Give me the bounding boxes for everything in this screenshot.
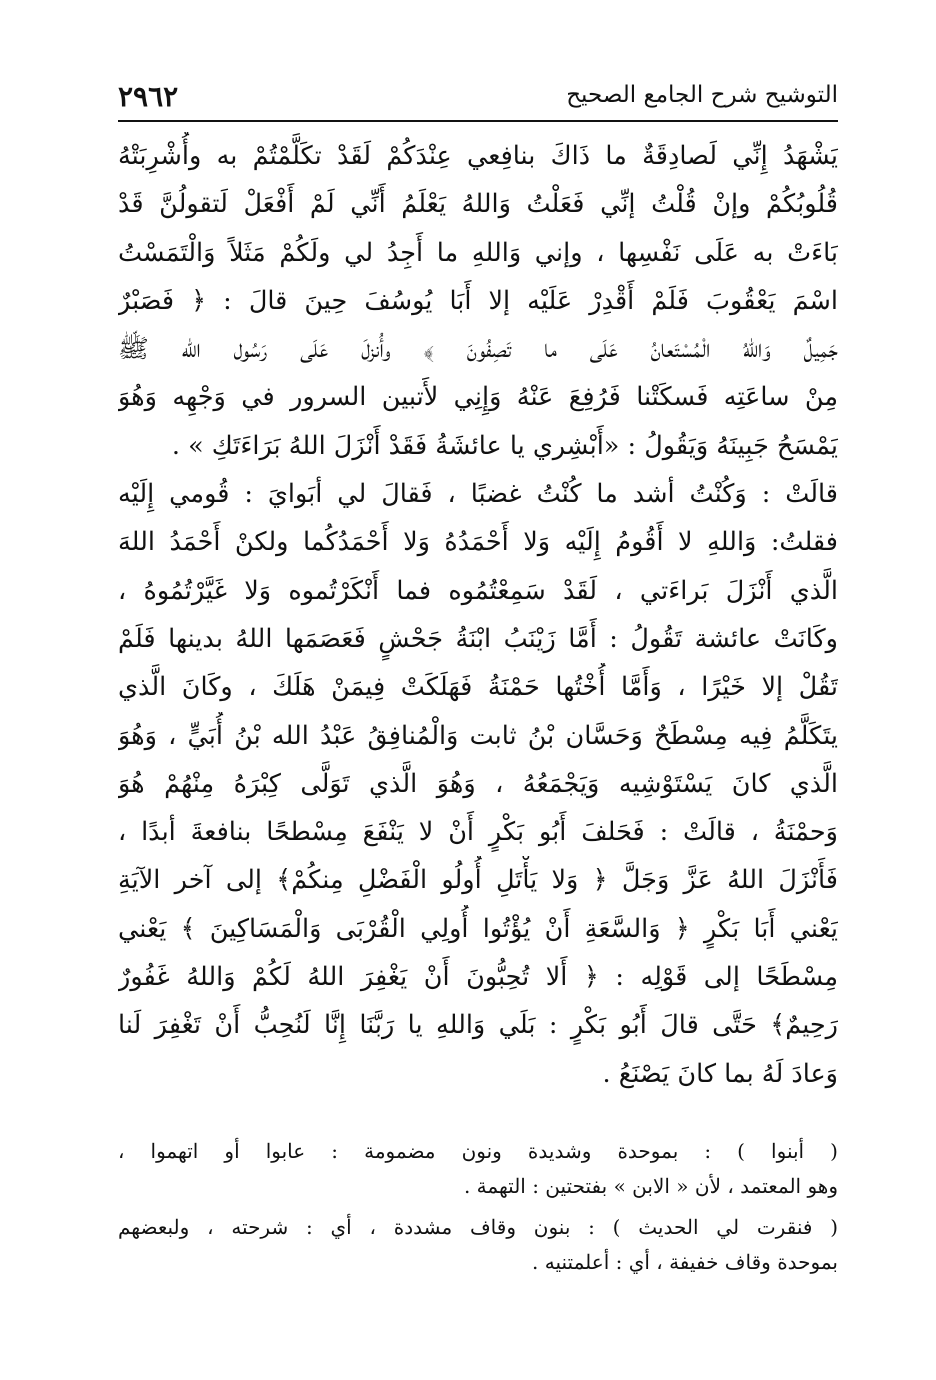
text-line: وَحمْنَةُ ، قالَتْ : فَحَلفَ أَبُو بَكْرٍ أَنْ لا يَنْفَعَ مِسْطحًا بنافعةَ أبدًا ، <box>118 817 838 848</box>
page-number: ٢٩٦٢ <box>118 80 179 113</box>
text-line: مِنْ ساعَتِه فَسكَتْنا فَرُفِعَ عَنْهُ وَإِنِي لأَتبين السرور في وَجْهِه وَهُوَ <box>118 382 838 413</box>
text-line: مِسْطَحًا إلى قَوْلِه : ﴿ أَلا تُحِبُّونَ أَنْ يَغْفِرَ اللهُ لَكُمْ وَاللهُ غَفُورٌ <box>118 962 838 993</box>
text-line: تَقُلْ إلا خَيْرًا ، وَأَمَّا أُخْتُها حَمْنَةُ فَهَلَكَتْ فِيمَنْ هَلَكَ ، وكَانَ الَّذي <box>118 672 838 703</box>
text-line: الَّذي أَنْزَلَ بَراءَتي ، لَقَدْ سَمِعْتُمُوه فما أَنْكَرْتُموه وَلا غَيَّرْتُمُوهُ ، <box>118 575 838 606</box>
text-line: وكَانَتْ عائشة تَقُولُ : أَمَّا زَيْنَبُ ابْنَةُ جَحْشٍ فَعَصَمَها اللهُ بدينها فَلَمْ <box>118 623 838 654</box>
text-line: بَاءَتْ به عَلَى نَفْسِها ، وإني وَاللهِ ما أَجِدُ لي ولَكُمْ مَثَلاً وَالْتَمَسْتُ <box>118 237 838 268</box>
footnote-line: ( أبنوا ) : بموحدة وشديدة ونون مضمومة : عابوا أو اتهموا ، <box>118 1139 838 1163</box>
text-line: فَأَنْزَلَ اللهُ عَزَّ وَجَلَّ ﴿ وَلا يَأْتَلِ أُولُو الْفَضْلِ مِنكُمْ﴾ إلى آخر الآيَةِ <box>118 865 838 896</box>
text-line: وَعادَ لَهُ بما كانَ يَصْنَعُ . <box>602 1058 838 1089</box>
text-line: قُلُوبُكُمْ وإنْ قُلْتُ إنِّي فَعَلْتُ وَاللهُ يَعْلَمُ أَنِّي لَمْ أَفْعَلْ لَتقولُنَّ قَدْ <box>118 189 838 220</box>
text-line: قالَتْ : وَكُنْتُ أشد ما كُنْتُ غضبًا ، فَقالَ لي أبَوايَ : قُومي إِلَيْه <box>118 479 838 510</box>
text-line: يَعْني أَبَا بَكْرٍ ﴿ وَالسَّعَةِ أَنْ يُؤْتُوا أُولِي الْقُرْبَى وَالْمَسَاكِينَ ﴾ يَعْني <box>118 913 838 944</box>
text-line: يَشْهَدُ إِنِّي لَصادِقَةٌ ما ذَاكَ بنافِعي عِنْدَكُمْ لَقَدْ تكَلَّمْتُمْ به وأُشْرِبَتْهُ <box>118 141 838 171</box>
text-line: يتَكَلَّمُ فِيه مِسْطَحٌ وَحَسَّان بْنُ ثابت وَالْمُنافِقُ عَبْدُ الله بْنُ أُبَيٍّ ، وَهُوَ <box>118 720 838 751</box>
text-line: يَمْسَحُ جَبِينَهُ وَيَقُولُ : «أَبْشِري يا عائشَةُ فَقَدْ أَنْزَلَ اللهُ بَرَاءَتَكِ » . <box>171 430 838 461</box>
text-line: رَحِيمٌ﴾ حَتَّى قالَ أَبُو بَكْرٍ : بَلَي وَاللهِ يا رَبَّنَا إِنَّا لَنُحِبُّ أَنْ تَغْفِرَ لَنا <box>118 1010 838 1041</box>
footnote-line: وهو المعتمد ، لأن « الابن » بفتحتين : التهمة . <box>463 1174 838 1198</box>
text-line: جَمِيلٌ وَاللهُ الْمُسْتَعانُ عَلَى ما تَصِفُونَ ﴾ وأُنزلَ عَلَى رَسُول الله ﷺ <box>118 334 838 365</box>
text-line: اسْمَ يَعْقُوبَ فَلَمْ أَقْدِرْ عَلَيْه إلا أَبَا يُوسُفَ حِينَ قالَ : ﴿ فَصَبْرٌ <box>118 285 838 316</box>
text-line: الَّذي كانَ يَسْتَوْشِيه وَيَجْمَعُهُ ، وَهُوَ الَّذي تَوَلَّى كِبْرَهُ مِنْهُمْ هُوَ <box>118 768 838 799</box>
header-rule <box>118 120 838 122</box>
page-header <box>118 78 838 118</box>
main-text <box>118 132 838 1098</box>
footnote-line: بموحدة وقاف خفيفة ، أي : أعلمتنيه . <box>532 1250 838 1274</box>
footnotes <box>118 1134 838 1280</box>
text-line: فقلتُ: وَاللهِ لا أَقُومُ إِلَيْه وَلا أَحْمَدُهُ وَلا أَحْمَدُكُما ولكنْ أَحْمَدُ اللهَ <box>118 527 838 558</box>
running-title: التوشيح شرح الجامع الصحيح <box>566 82 838 108</box>
footnote-line: ( فنقرت لي الحديث ) : بنون وقاف مشددة ، أي : شرحته ، ولبعضهم <box>118 1215 838 1239</box>
